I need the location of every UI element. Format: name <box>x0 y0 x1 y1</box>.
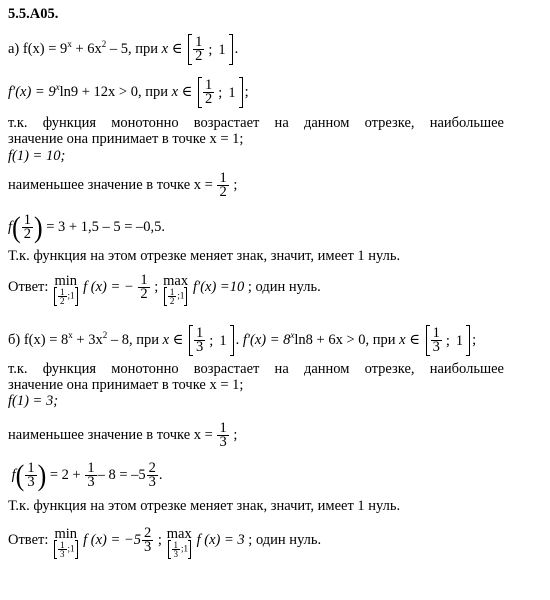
part-b-deriv-interval: $\frac{1}{3}$ ; 1 <box>426 327 471 354</box>
part-a-deriv-interval: $\frac{1}{2}$ ; 1 <box>198 79 243 106</box>
part-a-interval: $\frac{1}{2}$ ; 1 <box>188 36 233 63</box>
part-a-text-line2: значение она принимает в точке x = 1; <box>8 131 244 147</box>
part-b-answer: Ответ: min $\frac{1}{3}$ ;1 f (x) = −5 $\frac{2}{3}$ ; max $\frac{1}{3}$ ;1 f (x) = 3 ; один нуль. <box>8 525 322 559</box>
part-a-text-line1: т.к. функция монотонно возрастает на данном отрезке, наибольшее <box>8 115 504 131</box>
part-b-text-line1: т.к. функция монотонно возрастает на данном отрезке, наибольшее <box>8 361 504 377</box>
part-a-function: а) $f(x) = 9^x + 6x^2 - 5$, при x ∈ $\frac{1}{2}$ ; 1 . <box>8 34 239 64</box>
part-a-derivative: $f'(x) = 9^x\ln 9 + 12x > 0$, при x ∈ $\frac{1}{2}$ ; 1 ; <box>8 77 249 107</box>
part-b-function: б) $f(x) = 8^x + 3x^2 - 8$, при x ∈ $\frac{1}{3}$ ; 1 . $f'(x) = 8^x\ln 8 + 6x > 0$, при x ∈ $\frac{1}{3}$ ; 1 ; <box>8 325 477 355</box>
part-a-min-point: наименьшее значение в точке x = $\frac{1}{2}$ ; <box>8 170 238 200</box>
part-a-sign: Т.к. функция на этом отрезке меняет знак, значит, имеет 1 нуль. <box>8 248 401 264</box>
part-b-calc: f( $\frac{1}{3}$ ) = 2 + $\frac{1}{3}$ – 8 = –5 $\frac{2}{3}$ . <box>11 458 163 492</box>
part-b-sign: Т.к. функция на этом отрезке меняет знак, значит, имеет 1 нуль. <box>8 498 401 514</box>
problem-number: 5.5.A05. <box>8 6 59 22</box>
part-b-interval: $\frac{1}{3}$ ; 1 <box>189 327 234 354</box>
part-a-calc: f( $\frac{1}{2}$ ) = 3 + 1,5 – 5 = –0,5. <box>8 210 166 244</box>
part-b-text-line2: значение она принимает в точке x = 1; <box>8 377 244 393</box>
part-b-f1: f(1) = 3; <box>8 393 59 409</box>
part-a-f1: f(1) = 10; <box>8 148 66 164</box>
part-b-min-point: наименьшее значение в точке x = $\frac{1}{3}$ ; <box>8 420 238 450</box>
part-a-answer: Ответ: min $\frac{1}{2}$ ;1 f (x) = − $\frac{1}{2}$ ; max $\frac{1}{2}$ ;1 f′(x) =10 ; один нуль. <box>8 272 321 306</box>
